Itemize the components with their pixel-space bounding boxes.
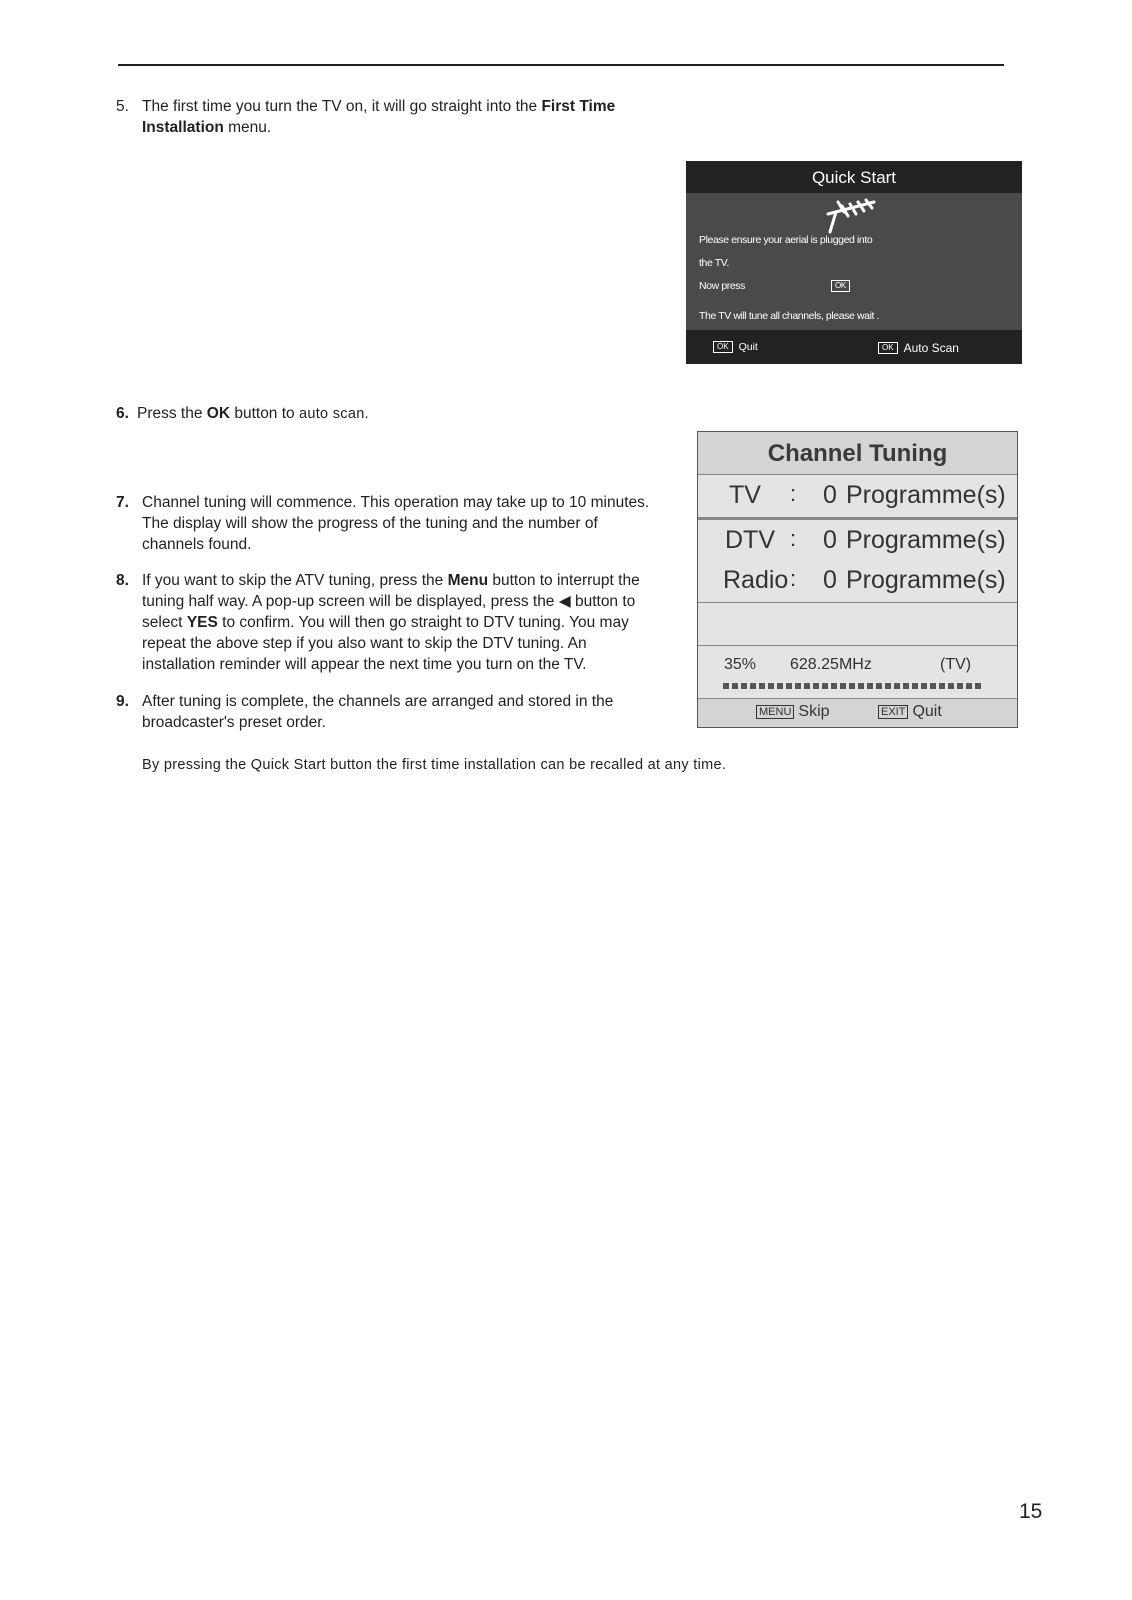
step-bold-text: YES — [186, 614, 218, 631]
step-text: button to — [230, 405, 299, 422]
quick-start-text: the TV. — [699, 257, 729, 269]
skip-label: Skip — [798, 703, 830, 720]
row-label: DTV — [725, 526, 775, 554]
row-unit: Programme(s) — [846, 481, 1006, 509]
channel-tuning-footer — [698, 699, 1017, 727]
dtv-count-row — [698, 518, 1017, 563]
channel-tuning-panel — [697, 431, 1018, 728]
step-number: 5. — [116, 98, 129, 115]
step-bold-text: Menu — [447, 572, 489, 589]
progress-row — [698, 646, 1017, 699]
footnote: By pressing the Quick Start button the first time installation can be recalled at any time. — [142, 757, 727, 773]
radio-count-row — [698, 560, 1017, 603]
step-text: button to interrupt the tuning half way. A pop-up screen will be displayed, press the ◀ button to select — [142, 572, 640, 631]
step-bold-text: OK — [206, 405, 231, 422]
blank-row — [698, 603, 1017, 646]
channel-tuning-title: Channel Tuning — [698, 432, 1017, 475]
quick-start-panel — [686, 161, 1022, 364]
frequency-readout: 628.25MHz — [790, 656, 872, 673]
row-separator: : — [790, 481, 797, 506]
aerial-icon — [824, 198, 880, 234]
menu-key-icon: MENU — [756, 705, 794, 719]
step-text: The first time you turn the TV on, it will go straight into the — [142, 98, 542, 115]
tuning-mode: (TV) — [940, 656, 972, 673]
step-text: Channel tuning will commence. This operation may take up to 10 minutes. The display will show the progress of the tuning and the number of channels found. — [142, 494, 650, 553]
step-6 — [116, 403, 656, 425]
quick-start-text: Please ensure your aerial is plugged into — [699, 234, 873, 246]
ok-key-icon: OK — [713, 341, 733, 353]
step-number: 6. — [116, 405, 129, 422]
step-text: If you want to skip the ATV tuning, press the — [142, 572, 448, 589]
step-9 — [116, 691, 656, 733]
step-8 — [116, 570, 661, 675]
step-number: 7. — [116, 494, 129, 511]
row-count: 0 — [823, 526, 837, 554]
step-5 — [116, 96, 656, 138]
quit-label: Quit — [912, 703, 942, 720]
quick-start-footer — [686, 330, 1022, 364]
quick-start-text — [699, 280, 846, 292]
row-separator: : — [790, 566, 797, 591]
quick-start-title: Quick Start — [686, 161, 1022, 193]
row-count: 0 — [823, 566, 837, 594]
quit-hint — [878, 703, 942, 721]
step-number: 9. — [116, 693, 129, 710]
step-number: 8. — [116, 572, 129, 589]
step-text: menu. — [223, 119, 272, 136]
row-label: Radio — [723, 566, 789, 594]
row-unit: Programme(s) — [846, 526, 1006, 554]
ok-key-icon: OK — [831, 280, 850, 292]
quit-label: Quit — [738, 341, 758, 353]
progress-percent: 35% — [724, 656, 757, 673]
step-text: After tuning is complete, the channels are arranged and stored in the broadcaster's preset order. — [142, 693, 614, 731]
row-count: 0 — [823, 481, 837, 509]
tv-count-row — [698, 475, 1017, 518]
page-number: 15 — [1019, 1500, 1043, 1523]
ok-key-icon: OK — [878, 342, 898, 354]
row-label: TV — [729, 481, 761, 509]
row-unit: Programme(s) — [846, 566, 1006, 594]
now-press-label: Now press — [699, 280, 745, 292]
step-text: Press the — [137, 405, 207, 422]
auto-scan-label: Auto Scan — [903, 341, 959, 355]
row-separator: : — [790, 526, 797, 551]
quick-start-text: The TV will tune all channels, please wait . — [699, 310, 880, 322]
exit-key-icon: EXIT — [878, 705, 908, 719]
auto-scan-hint — [878, 341, 959, 355]
progress-bar — [723, 683, 983, 689]
header-rule — [118, 64, 1004, 66]
quit-hint — [713, 341, 758, 353]
step-text: to confirm. You will then go straight to DTV tuning. You may repeat the above step if you also want to skip the DTV tuning. An installation reminder will appear the next time you turn on the TV. — [142, 614, 629, 673]
step-bold-text: First Time Installation — [142, 98, 616, 136]
step-text: auto scan. — [298, 406, 369, 422]
step-7 — [116, 492, 656, 555]
skip-hint — [756, 703, 830, 721]
